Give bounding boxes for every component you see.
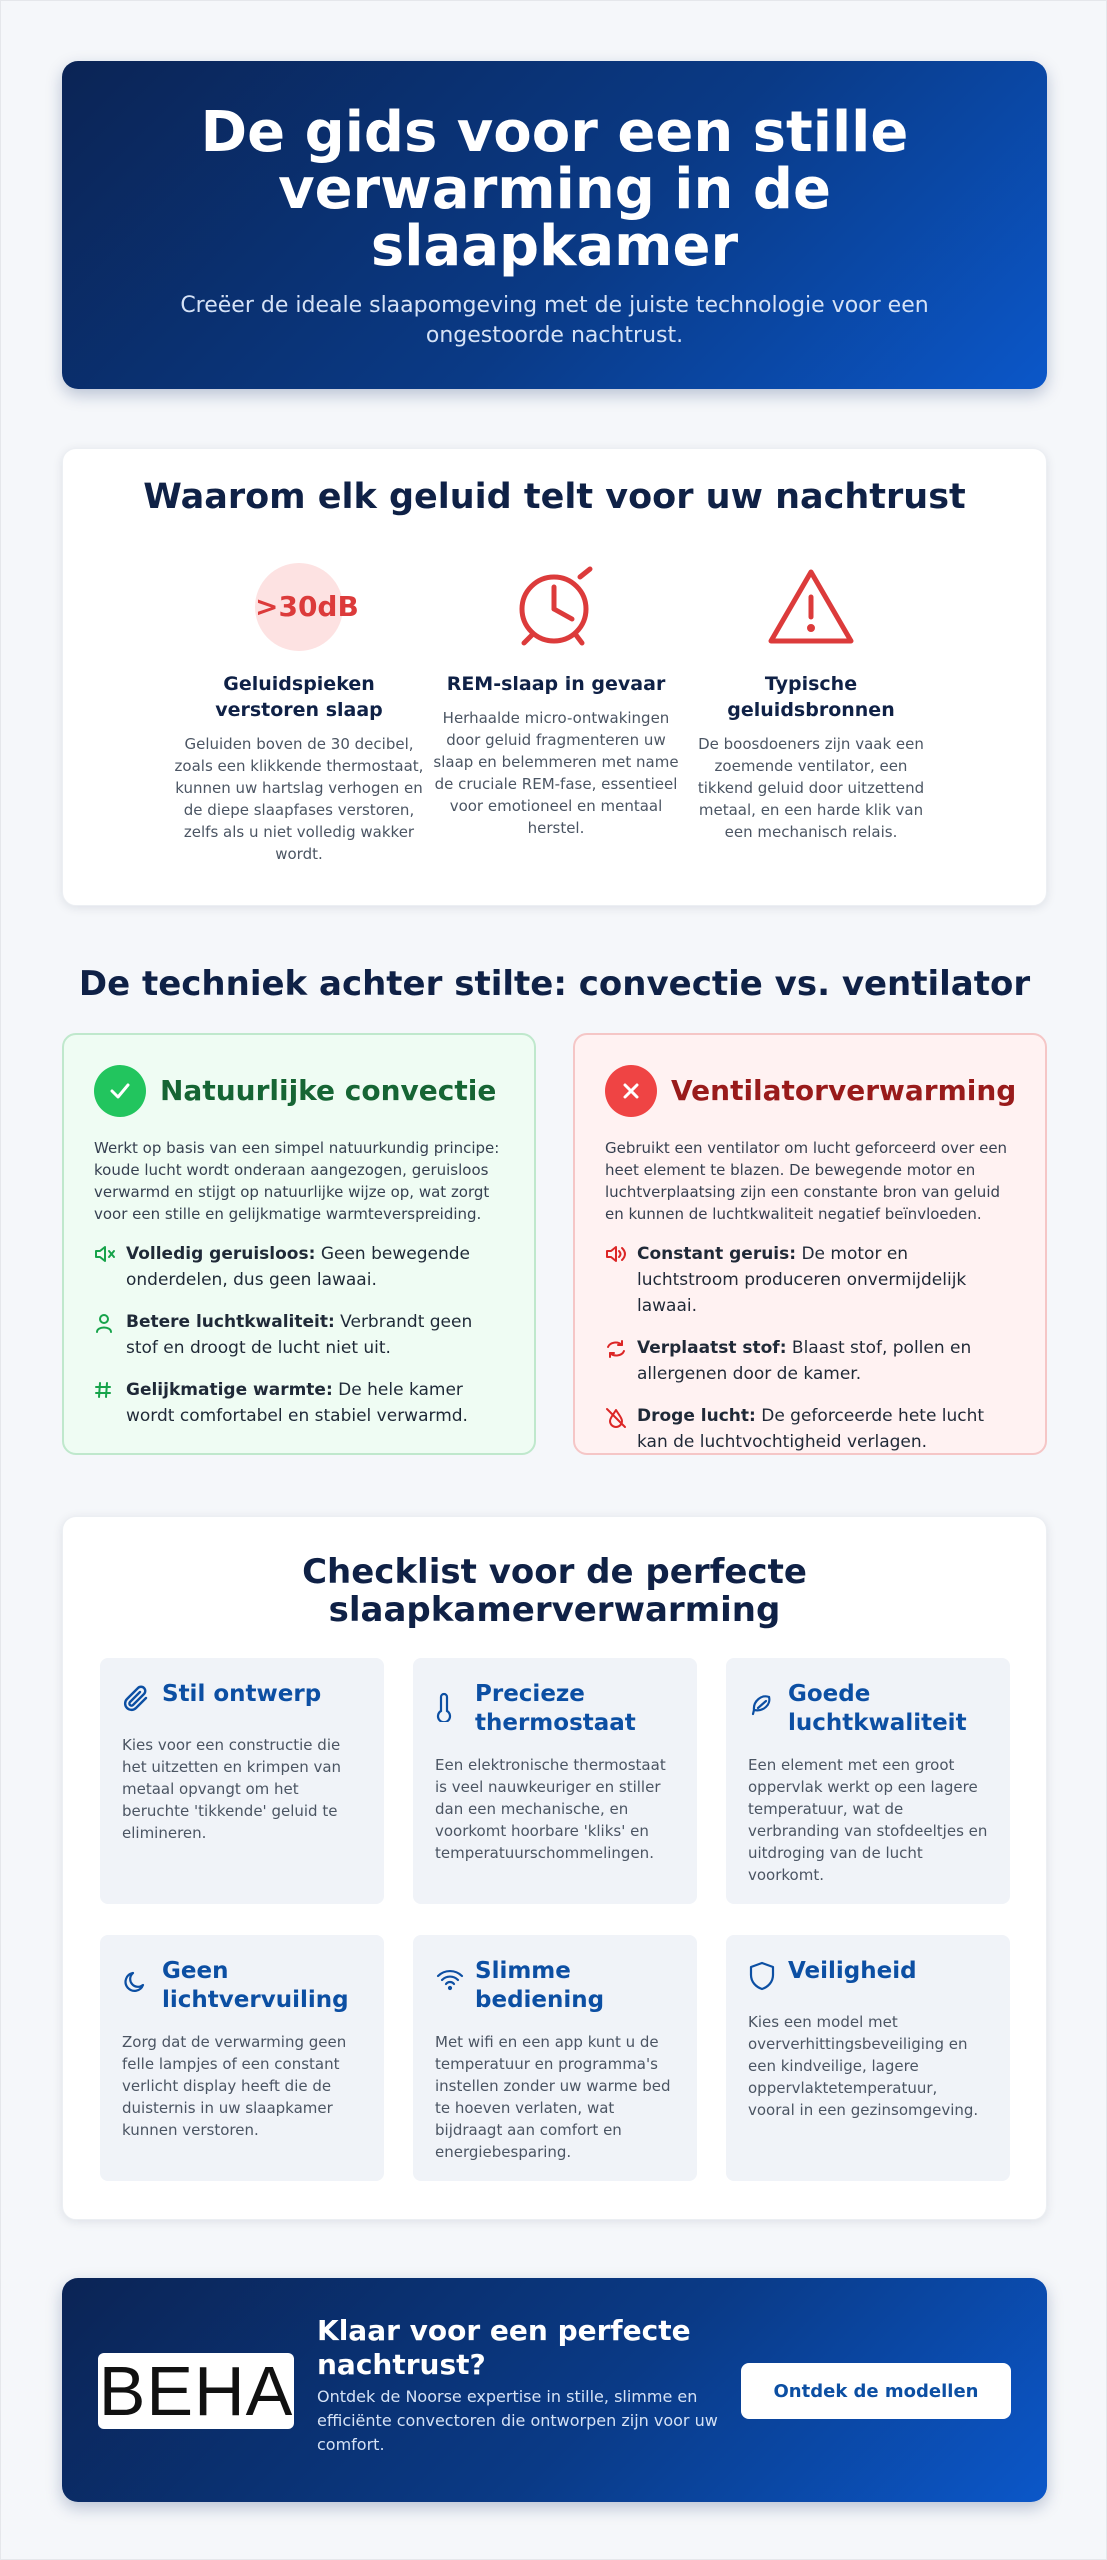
why-item-text: Herhaalde micro-ontwakingen door geluid fragmenteren uw slaap en belemmeren met name de cruciale REM-fase, essentieel voor emotioneel en mentaal herstel. xyxy=(433,709,679,837)
no-droplet-icon xyxy=(605,1407,627,1429)
hash-icon xyxy=(94,1381,112,1399)
feather-icon xyxy=(748,1692,774,1718)
speaker-loud-icon xyxy=(605,1245,627,1263)
feature-text: Verbrandt geen stof en droogt de lucht niet uit. xyxy=(126,1312,473,1358)
convection-panel xyxy=(62,1033,536,1455)
check-icon xyxy=(94,1065,146,1117)
convection-feature xyxy=(94,1309,504,1361)
fan-heater-feature xyxy=(605,1335,1015,1387)
alarm-clock-icon xyxy=(514,565,598,649)
hero-title: De gids voor een stille verwarming in de slaapkamer xyxy=(200,100,909,279)
warning-triangle-icon xyxy=(767,567,855,647)
fan-heater-panel xyxy=(573,1033,1047,1455)
checklist-item-smart-control xyxy=(413,1935,697,2181)
why-item-title: Geluidspieken verstoren slaap xyxy=(215,673,383,721)
why-item-rem-sleep xyxy=(431,559,681,839)
fan-heater-feature xyxy=(605,1241,1015,1319)
checklist-item-text: Kies een model met oververhittingsbeveiliging en een kindveilige, lagere oppervlaktetemperatuur, vooral in een gezinsomgeving. xyxy=(748,2013,979,2119)
cta-banner xyxy=(62,2278,1047,2502)
checklist-item-text: Kies voor een constructie die het uitzetten en krimpen van metaal opvangt om het beruchte 'tikkende' geluid te elimineren. xyxy=(122,1736,342,1842)
checklist-item-text: Met wifi en een app kunt u de temperatuur en programma's instellen zonder uw warme bed te hoeven verlaten, wat bijdraagt aan comfort en energiebesparing. xyxy=(435,2033,671,2161)
fan-heater-intro: Gebruikt een ventilator om lucht geforceerd over een heet element te blazen. De bewegende motor en luchtverplaatsing zijn een constante bron van geluid en kunnen de luchtkwaliteit negatief beïnvloeden. xyxy=(605,1139,1008,1223)
feature-bold: Droge lucht: xyxy=(637,1406,756,1426)
feature-text: Blaast stof, pollen en allergenen door de kamer. xyxy=(637,1338,972,1384)
why-item-noise-peaks xyxy=(174,559,424,865)
cta-title: Klaar voor een perfecte nachtrust? xyxy=(317,2314,691,2381)
moon-icon xyxy=(122,1969,148,1995)
checklist-item-silent-design xyxy=(100,1658,384,1904)
person-icon xyxy=(94,1313,114,1333)
speaker-mute-icon xyxy=(94,1245,116,1263)
checklist-item-text: Een element met een groot oppervlak werkt op een lagere temperatuur, wat de verbranding van stofdeeltjes en uitdroging van de lucht voorkomt. xyxy=(748,1756,988,1884)
discover-models-button[interactable]: Ontdek de modellen xyxy=(741,2363,1011,2419)
checklist-item-title: Slimme bediening xyxy=(475,1958,605,2013)
checklist-item-title: Geen lichtvervuiling xyxy=(162,1958,349,2013)
why-title: Waarom elk geluid telt voor uw nachtrust xyxy=(143,477,966,517)
convection-title: Natuurlijke convectie xyxy=(160,1074,497,1107)
checklist-item-title: Goede luchtkwaliteit xyxy=(788,1681,967,1736)
checklist-item-title: Precieze thermostaat xyxy=(475,1681,636,1736)
paperclip-icon xyxy=(122,1684,152,1714)
feature-text: De geforceerde hete lucht kan de luchtvochtigheid verlagen. xyxy=(637,1406,985,1452)
feature-text: De motor en luchtstroom produceren onvermijdelijk lawaai. xyxy=(637,1244,967,1316)
why-item-title: Typische geluidsbronnen xyxy=(727,673,895,721)
cross-icon xyxy=(605,1065,657,1117)
feature-bold: Verplaatst stof: xyxy=(637,1338,787,1358)
checklist-item-safety xyxy=(726,1935,1010,2181)
why-item-text: De boosdoeners zijn vaak een zoemende ventilator, een tikkend geluid door uitzettend metaal, en een harde klik van een mechanisch relais. xyxy=(697,735,925,841)
fan-heater-feature xyxy=(605,1403,1015,1455)
feature-bold: Gelijkmatige warmte: xyxy=(126,1380,333,1400)
convection-feature xyxy=(94,1241,504,1293)
convection-intro: Werkt op basis van een simpel natuurkundig principe: koude lucht wordt onderaan aangezogen, geruisloos verwarmd en stijgt op natuurlijke wijze op, wat zorgt voor een stille en gelijkmatige warmteverspreiding. xyxy=(94,1139,500,1223)
hero-subtitle: Creëer de ideale slaapomgeving met de juiste technologie voor een ongestoorde nachtrust. xyxy=(180,293,929,348)
feature-bold: Betere luchtkwaliteit: xyxy=(126,1312,335,1332)
beha-logo: BEHA xyxy=(98,2352,294,2430)
wifi-icon xyxy=(435,1967,465,1991)
why-item-title: REM-slaap in gevaar xyxy=(446,673,666,695)
checklist-item-air-quality xyxy=(726,1658,1010,1904)
checklist-item-title: Veiligheid xyxy=(788,1958,917,1984)
tech-title: De techniek achter stilte: convectie vs. ventilator xyxy=(78,964,1031,1004)
checklist-item-thermostat xyxy=(413,1658,697,1904)
checklist-section xyxy=(62,1516,1047,2220)
convection-feature xyxy=(94,1377,504,1429)
decibel-badge-icon: >30dB xyxy=(255,563,343,651)
checklist-item-text: Een elektronische thermostaat is veel nauwkeuriger en stiller dan een mechanische, en voorkomt hoorbare 'kliks' en temperatuurschommelingen. xyxy=(435,1756,666,1862)
recycle-icon xyxy=(605,1339,627,1359)
feature-bold: Constant geruis: xyxy=(637,1244,797,1264)
why-item-noise-sources xyxy=(686,559,936,843)
hero-banner xyxy=(62,61,1047,389)
feature-text: Geen bewegende onderdelen, dus geen lawaai. xyxy=(126,1244,470,1290)
why-section xyxy=(62,448,1047,906)
cta-text: Ontdek de Noorse expertise in stille, slimme en efficiënte convectoren die ontworpen zijn voor uw comfort. xyxy=(317,2387,718,2454)
fan-heater-title: Ventilatorverwarming xyxy=(671,1074,1017,1107)
checklist-item-text: Zorg dat de verwarming geen felle lampjes of een constant verlicht display heeft die de duisternis in uw slaapkamer kunnen verstoren. xyxy=(122,2033,347,2139)
thermometer-icon xyxy=(435,1692,453,1722)
feature-bold: Volledig geruisloos: xyxy=(126,1244,316,1264)
why-item-text: Geluiden boven de 30 decibel, zoals een klikkende thermostaat, kunnen uw hartslag verhogen en de diepe slaapfases verstoren, zelfs als u niet volledig wakker wordt. xyxy=(174,735,424,863)
checklist-item-light-pollution xyxy=(100,1935,384,2181)
shield-icon xyxy=(748,1961,776,1991)
checklist-item-title: Stil ontwerp xyxy=(162,1681,322,1707)
feature-text: De hele kamer wordt comfortabel en stabiel verwarmd. xyxy=(126,1380,468,1426)
checklist-title: Checklist voor de perfecte slaapkamerverwarming xyxy=(302,1552,807,1630)
